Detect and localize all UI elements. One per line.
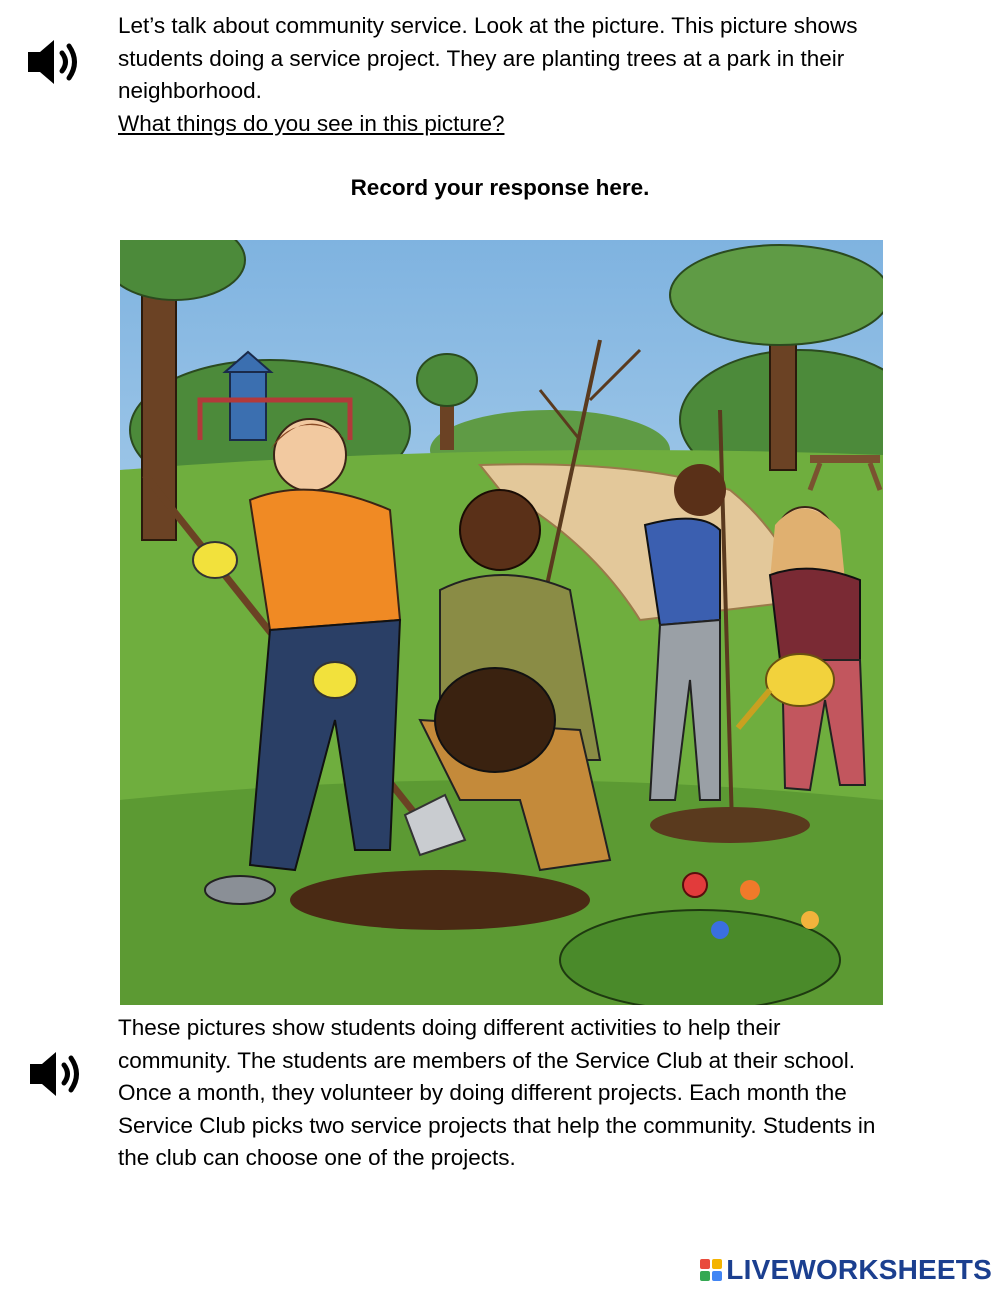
intro-question: What things do you see in this picture? xyxy=(118,110,505,136)
intro-text-block xyxy=(118,10,878,140)
intro-paragraph: Let’s talk about community service. Look at the picture. This picture shows students doing a service project. They are planting trees at a park in their neighborhood. xyxy=(118,13,858,103)
outro-text-block xyxy=(118,1012,878,1175)
logo-blocks-icon xyxy=(700,1259,722,1281)
outro-paragraph: These pictures show students doing different activities to help their community. The students are members of the Service Club at their school. Once a month, they volunteer by doing different projects. Each month the Service Club picks two service projects that help the community. Students in the club can choose one of the projects. xyxy=(118,1015,876,1170)
speaker-icon[interactable] xyxy=(24,34,88,90)
tree-planting-illustration xyxy=(120,240,883,1005)
liveworksheets-logo xyxy=(700,1252,992,1288)
speaker-icon[interactable] xyxy=(26,1046,90,1102)
record-prompt: Record your response here. xyxy=(350,175,650,200)
logo-wordmark: LIVEWORKSHEETS xyxy=(726,1254,992,1285)
